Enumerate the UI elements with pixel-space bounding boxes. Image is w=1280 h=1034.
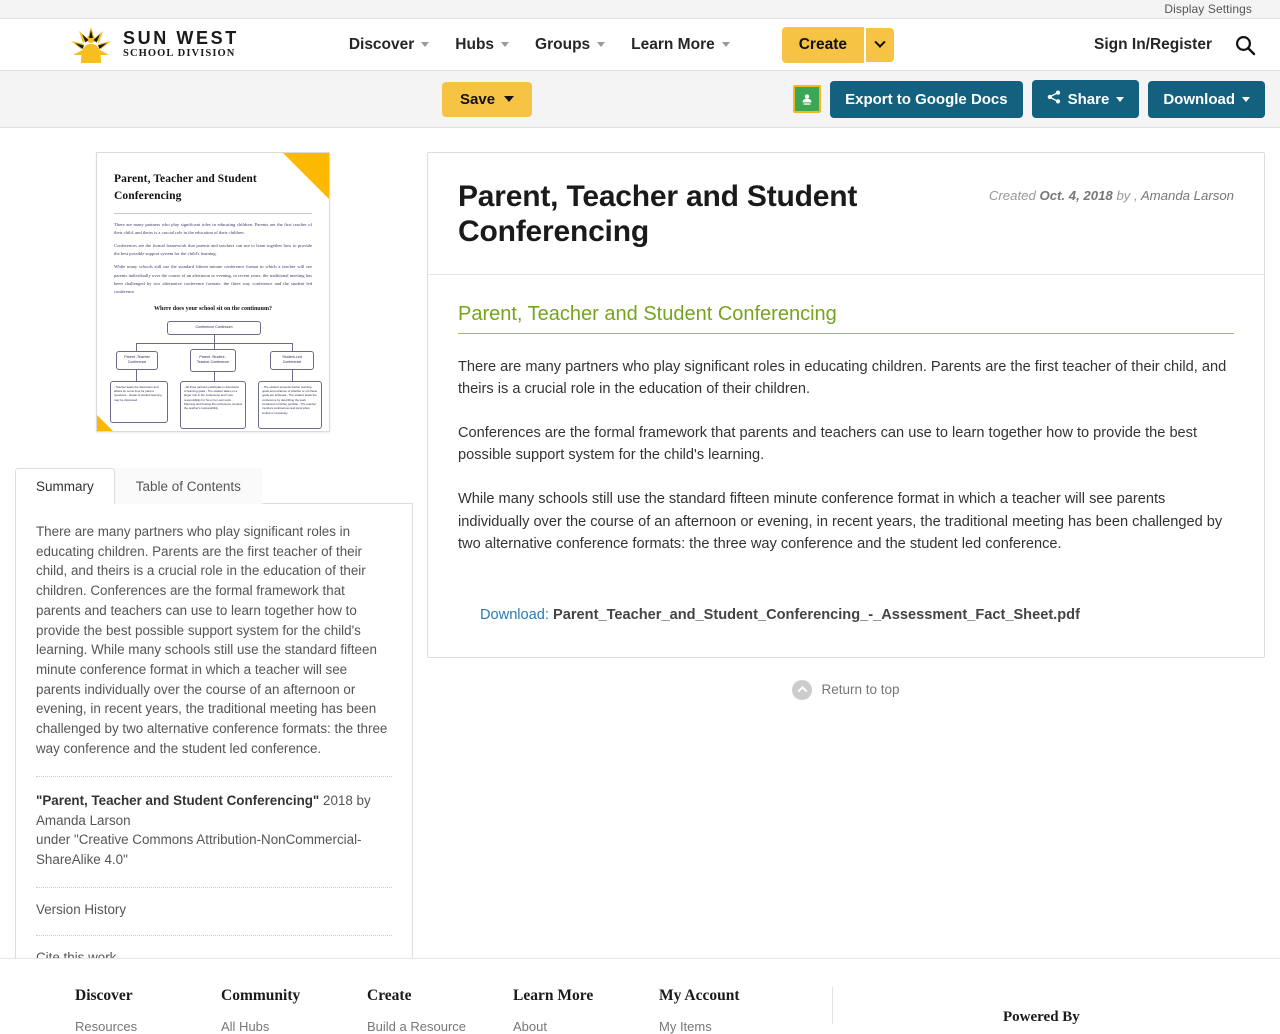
meta-by-label: by , [1116,188,1138,203]
diagram-detail: - Teacher leads the discussion and allows for some time for parent questions - Grade of student learning may be discussed [110,381,168,423]
site-header [0,19,1280,71]
footer-heading: Community [221,987,301,1004]
create-button[interactable]: Create [782,27,864,63]
thumbnail-diagram [114,321,318,441]
caret-down-icon [504,96,514,102]
right-column [427,152,1265,986]
chevron-down-icon [501,42,509,47]
page-content [0,128,1280,986]
footer-column-discover [75,987,221,1034]
nav-item-hubs[interactable] [455,36,509,54]
return-to-top-label: Return to top [821,682,900,698]
nav-label: Groups [535,35,591,53]
footer-heading: Learn More [513,987,594,1004]
diagram-node: Parent -Student - Teacher Conference [190,349,236,372]
main-navigation [349,27,894,63]
summary-text: There are many partners who play significant roles in educating children. Parents are the first teacher of their child, and theirs is a crucial role in the education of their children. Conferences are the formal framework that parents and teachers can use to learn together how to provide the best possible support system for the child's learning. While many schools still use the standard fifteen minute conference format in which a teacher will see parents individually over the course of an afternoon or evening, in recent years, the traditional meeting has been challenged by two alternative conference formats: the three way conference and the student led conference. [36,524,388,756]
document-heading-link[interactable]: Parent, Teacher and Student Conferencing [458,301,1234,334]
export-to-google-docs-button[interactable]: Export to Google Docs [830,81,1023,118]
download-filename[interactable]: Parent_Teacher_and_Student_Conferencing_-_Assessment_Fact_Sheet.pdf [553,606,1080,623]
utility-bar [0,0,1280,19]
caret-down-icon [1242,97,1250,102]
site-footer [0,958,1280,1034]
article-paragraph: While many schools still use the standard fifteen minute conference format in which a teacher will see parents individually over the course of an afternoon or evening, in recent years, the traditional meeting has been challenged by two alternative conference formats: the three way conference and the student led conference. [458,491,1223,552]
diagram-root-node: Conference Continuum [167,321,261,335]
article-paragraph: There are many partners who play significant roles in educating children. Parents are the first teacher of their child, and theirs is a crucial role in the education of their children. [458,358,1227,397]
meta-date: Oct. 4, 2018 [1039,188,1113,203]
brand-text [123,29,239,60]
thumbnail-paragraph: While many schools still use the standard fifteen minute conference format in which a teacher will see parents individually over the course of an afternoon or evening, in recent years, the traditional meeting has been challenged by two alternative conference formats: the three way conference and the student led conference. [114,264,312,294]
diagram-connector [136,343,137,351]
resource-card [427,152,1265,658]
brand-name: SUN WEST [123,28,239,49]
sunburst-logo-icon [68,25,114,65]
thumbnail-paragraph: There are many partners who play significant roles in educating children. Parents are the first teacher of their child, and theirs is a crucial role in the education of their children. [114,222,312,236]
diagram-node: Student-Led Conference [270,351,314,370]
attribution-license: under "Creative Commons Attribution-NonCommercial-ShareAlike 4.0" [36,832,362,867]
footer-column-my-account [659,987,805,1034]
attribution-title: "Parent, Teacher and Student Conferencing" [36,793,320,809]
card-body [428,275,1264,657]
return-to-top-button[interactable] [427,680,1265,700]
nav-label: Discover [348,35,415,53]
google-classroom-icon[interactable] [793,85,821,113]
diagram-detail: - All three partners participate in discussion of learning goals - The student takes on a larger role in the conference and more responsibility for his or her own work - Planning and hosting the conference remains the teacher's responsibility [180,381,246,429]
thumbnail-rule [114,213,312,214]
diagram-connector [136,370,137,381]
download-button[interactable] [1148,81,1265,118]
footer-link-build-a-resource[interactable]: Build a Resource [367,1019,466,1034]
account-area [1094,34,1256,56]
footer-link-my-items[interactable]: My Items [659,1019,712,1034]
chevron-down-icon [874,36,885,47]
footer-link-resources[interactable]: Resources [75,1019,138,1034]
document-thumbnail[interactable] [96,152,330,432]
footer-link-about[interactable]: About [513,1019,547,1034]
divider [36,776,392,777]
create-button-group [782,27,894,63]
sign-in-register-link[interactable]: Sign In/Register [1094,35,1212,53]
footer-link-all-hubs[interactable]: All Hubs [221,1019,270,1034]
attribution-rest: 2018 by Amanda Larson [36,793,371,828]
diagram-connector [292,343,293,351]
meta-created-label: Created [988,188,1036,203]
powered-by-label: Powered By [1003,1009,1080,1025]
summary-panel [15,504,413,986]
save-label: Save [460,90,496,108]
footer-heading: Create [367,987,412,1004]
attribution-block [36,791,392,869]
thumbnail-title: Parent, Teacher and Student Conferencing [114,173,257,202]
brand-logo[interactable] [68,25,239,65]
download-row [458,607,1234,623]
download-label: Download [1163,90,1235,108]
nav-item-groups[interactable] [535,36,605,54]
thumbnail-subheading: Where does your school sit on the continuum? [154,305,272,312]
toolbar-right-group [793,80,1265,118]
share-icon [1047,90,1061,108]
footer-heading: My Account [659,987,740,1004]
create-dropdown-toggle[interactable] [866,28,894,62]
thumbnail-paragraph: Conferences are the formal framework that parents and teachers can use to learn together how to provide the best possible support system for the child's learning. [114,243,312,257]
diagram-connector [214,372,215,381]
tab-summary[interactable]: Summary [15,468,115,504]
chevron-down-icon [722,42,730,47]
left-column [15,152,413,986]
diagram-connector [292,370,293,381]
nav-label: Learn More [631,35,715,53]
card-header [428,153,1264,275]
article-paragraph: Conferences are the formal framework that parents and teachers can use to learn together how to provide the best possible support system for the child's learning. [458,425,1198,464]
chevron-down-icon [597,42,605,47]
corner-ribbon-icon [283,153,329,199]
footer-heading: Discover [75,987,133,1004]
nav-item-learn-more[interactable] [631,36,730,54]
download-link[interactable]: Download: [480,606,549,623]
action-toolbar [0,71,1280,128]
footer-column-create [367,987,513,1034]
footer-column-community [221,987,367,1034]
footer-column-learn-more [513,987,659,1034]
share-label: Share [1067,90,1110,108]
version-history-link[interactable]: Version History [36,902,127,918]
share-button[interactable] [1032,80,1140,118]
divider [36,935,392,936]
chevron-up-icon [792,680,812,700]
diagram-connector [214,335,215,343]
chevron-down-icon [421,42,429,47]
page-title: Parent, Teacher and Student Conferencing [458,180,858,249]
info-tabs [15,468,413,504]
diagram-node: Parent -Teacher Conference [116,351,158,370]
search-icon[interactable] [1234,34,1256,56]
divider [36,887,392,888]
save-button[interactable] [442,82,532,117]
diagram-detail: - The student presents his/her learning goals and evidence of whether or not these goals are achieved - The student leads the conference by describing the work contained in his/her portfolio - The teacher monitors conferences and joins when invited or necessary [258,381,322,429]
tab-table-of-contents[interactable]: Table of Contents [115,468,262,504]
footer-divider [832,987,833,1024]
meta-author: Amanda Larson [1140,188,1234,203]
nav-label: Hubs [455,35,495,53]
resource-metadata [989,179,1234,203]
display-settings-link[interactable]: Display Settings [1164,2,1252,16]
caret-down-icon [1116,97,1124,102]
brand-subtitle: SCHOOL DIVISION [123,48,236,60]
nav-item-discover[interactable] [349,36,429,54]
